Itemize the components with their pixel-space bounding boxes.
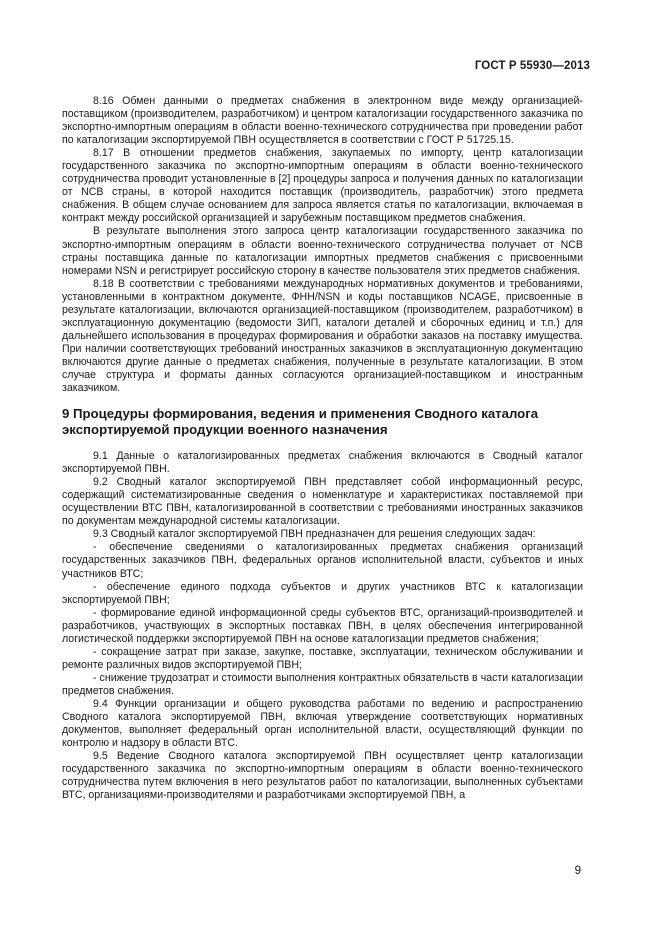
task-list-item: - сокращение затрат при заказе, закупке, поставке, эксплуатации, техническом обслуживании и ремонте различных видов экспортируемой ПВН; — [62, 645, 583, 671]
document-standard-id: ГОСТ Р 55930—2013 — [474, 60, 590, 72]
paragraph-9-3: 9.3 Сводный каталог экспортируемой ПВН предназначен для решения следующих задач: — [93, 528, 536, 541]
document-body — [62, 95, 583, 802]
task-list-item: - формирование единой информационной среды субъектов ВТС, организаций-производителей и разработчиков, участвующих в экспортных поставках ПВН, в целях обеспечения интегрированной логистической поддержки экспортируемой ПВН на основе каталогизации предметов снабжения; — [62, 606, 583, 645]
paragraph-8-17-result: В результате выполнения этого запроса центр каталогизации государственного заказчика по экспортно-импортным операциям в области военно-технического сотрудничества получает от NCB страны поставщика данные по каталогизации импортных предметов снабжения с присвоенными номерами NSN и регистрирует российскую сторону в качестве пользователя этих предметов снабжения. — [62, 225, 583, 277]
paragraph-9-5: 9.5 Ведение Сводного каталога экспортируемой ПВН осуществляет центр каталогизации государственного заказчика по экспортно-импортным операциям в области военно-технического сотрудничества путем включения в него результатов работ по каталогизации, выполненных субъектами ВТС, организациями-производителями и разработчиками экспортируемой ПВН, а — [62, 750, 583, 802]
paragraph-8-18: 8.18 В соответствии с требованиями международных нормативных документов и требованиями, установленными в контрактном документе, ФНН/NSN и коды поставщиков NCAGE, присвоенные в результате каталогизации, включаются организацией-поставщиком (производителем, разработчиком) в эксплуатационную документацию (ведомости ЗИП, каталоги деталей и сборочных единиц и т.п.) для дальнейшего использования в процедурах формирования и обработки заказов на поставку имущества. При наличии соответствующих требований иностранных заказчиков в эксплуатационную документацию включаются другие данные о предметах снабжения, полученные в результате каталогизации. В этом случае структура и форматы данных согласуются организацией-поставщиком и иностранным заказчиком. — [62, 277, 583, 395]
task-list-item: - обеспечение единого подхода субъектов и других участников ВТС к каталогизации экспортируемой ПВН; — [62, 580, 583, 606]
task-list-item: - обеспечение сведениями о каталогизированных предметах снабжения организаций государственных заказчиков ПВН, федеральных органов исполнительной власти, субъектов и иных участников ВТС; — [62, 541, 583, 580]
page-number: 9 — [574, 865, 581, 877]
paragraph-9-2: 9.2 Сводный каталог экспортируемой ПВН представляет собой информационный ресурс, содержащий систематизированные сведения о номенклатуре и характеристиках поставляемой при осуществлении ВТС ПВН, каталогизированной в соответствии с требованиями иностранных заказчиков по документам международной системы каталогизации. — [62, 476, 583, 528]
task-list-item: - снижение трудозатрат и стоимости выполнения контрактных обязательств в части каталогизации предметов снабжения. — [62, 671, 583, 697]
section-heading-9: 9 Процедуры формирования, ведения и применения Сводного каталога экспортируемой продукции военного назначения — [62, 406, 539, 438]
paragraph-8-17: 8.17 В отношении предметов снабжения, закупаемых по импорту, центр каталогизации государственного заказчика по экспортно-импортным операциям в области военно-технического сотрудничества проводит установленные в [2] процедуры запроса и получения данных по каталогизации от NCB страны, в которой находится поставщик (производитель, разработчик) этого предмета снабжения. В общем случае основанием для запроса является статья по каталогизации, включаемая в контракт между российской организацией и зарубежным поставщиком предметов снабжения. — [62, 147, 583, 225]
paragraph-9-4: 9.4 Функции организации и общего руководства работами по ведению и распространению Сводного каталога экспортируемой ПВН, включая утверждение соответствующих нормативных документов, выполняет федеральный орган исполнительной власти, осуществляющий функции по контролю и надзору в области ВТС. — [62, 697, 583, 750]
paragraph-9-1: 9.1 Данные о каталогизированных предметах снабжения включаются в Сводный каталог экспортируемой ПВН. — [62, 450, 583, 476]
paragraph-8-16: 8.16 Обмен данными о предметах снабжения в электронном виде между организацией-поставщиком (производителем, разработчиком) и центром каталогизации государственного заказчика по экспортно-импортным операциям в области военно-технического сотрудничества при проведении работ по каталогизации экспортируемой ПВН осуществляется в соответствии с ГОСТ Р 51725.15. — [62, 95, 583, 147]
